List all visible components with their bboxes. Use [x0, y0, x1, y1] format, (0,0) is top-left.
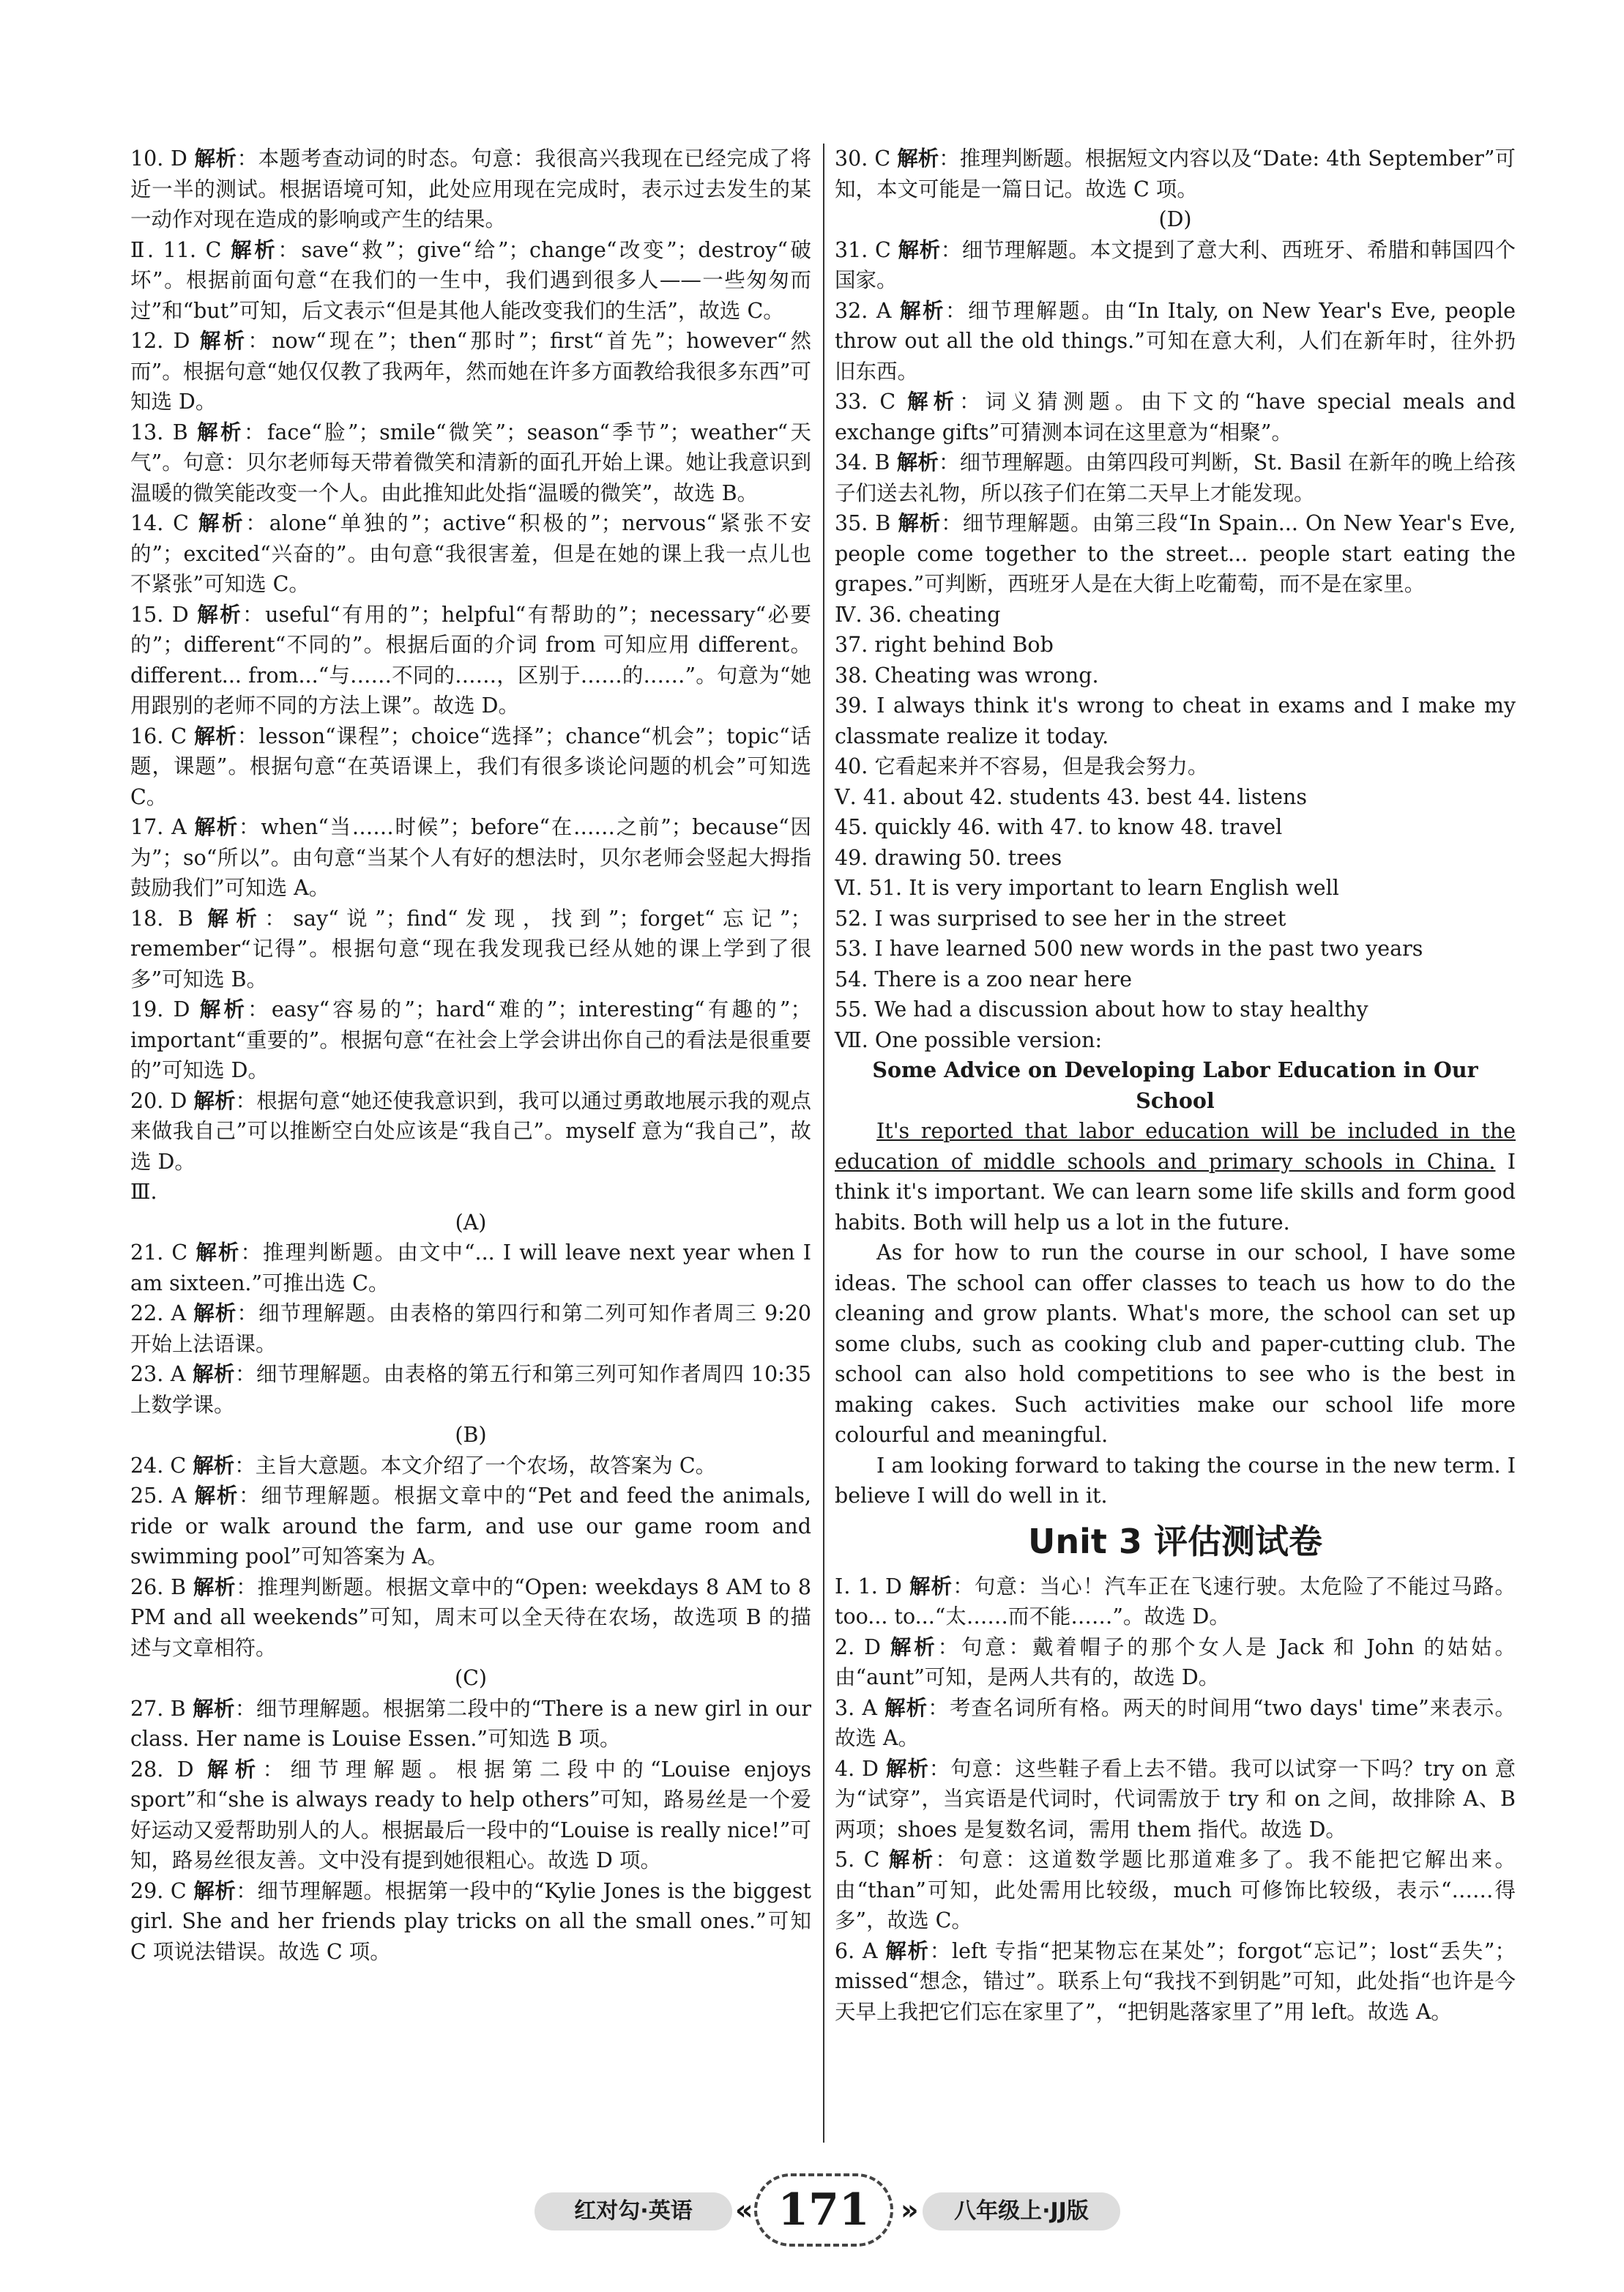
- answer-number: Ⅴ. 41.: [835, 784, 897, 809]
- answer-number: 49.: [835, 845, 868, 870]
- answer-item: [130, 1086, 811, 1177]
- analysis-label: 解析: [207, 906, 265, 931]
- analysis-label: 解析: [199, 997, 248, 1022]
- answer-item: [835, 843, 1516, 874]
- unit3-answers: [835, 1571, 1516, 2028]
- answer-number: 35. B: [835, 511, 891, 535]
- answer-number: Ⅳ. 36.: [835, 602, 902, 627]
- answer-item: [130, 508, 811, 600]
- section-label: (A): [455, 1210, 487, 1235]
- answer-number: 25. A: [130, 1484, 187, 1508]
- answer-item: [835, 1632, 1516, 1693]
- essay-p1-rest: I think it's important. We can learn some life skills and form good habits. Both will help us a lot in the future.: [835, 1149, 1516, 1235]
- analysis-label: 解析: [898, 237, 941, 262]
- answer-text: ：细节理解题。由第四段可判断，St. Basil 在新年的晚上给孩子们送去礼物，所以孩子们在第二天早上才能发现。: [835, 450, 1516, 505]
- footer: [513, 2169, 1128, 2250]
- answer-text: cheating: [908, 602, 1001, 627]
- answer-text: ：句意：这些鞋子看上去不错。我可以试穿一下吗？try on 意为“试穿”，当宾语是代词时，代词需放于 try 和 on 之间，故排除 A、B 两项；shoes 是复数名词，需用 them 指代。故选 D。: [835, 1756, 1516, 1842]
- answer-item: [130, 417, 811, 509]
- answer-text: Cheating was wrong.: [874, 663, 1099, 688]
- essay-paragraph-1: [835, 1116, 1516, 1238]
- answer-text: ：句意：这道数学题比那道难多了。我不能把它解出来。由“than”可知，此处需用比较级，much 可修饰比较级，表示“……得多”，故选 C。: [835, 1848, 1516, 1932]
- answer-text: ：face“脸”；smile“微笑”；season“季节”；weather“天气”。句意：贝尔老师每天带着微笑和清新的面孔开始上课。她让我意识到温暖的微笑能改变一个人。由此推知此处指“温暖的微笑”，故选 B。: [130, 420, 812, 505]
- analysis-label: 解析: [199, 329, 248, 353]
- section-label: (C): [454, 1666, 488, 1690]
- answer-item: [130, 721, 811, 813]
- analysis-label: 解析: [193, 1453, 235, 1478]
- answer-text: ：词义猜测题。由下文的“have special meals and exchange gifts”可猜测本词在这里意为“相聚”。: [835, 390, 1516, 444]
- left-arrow-icon: «: [735, 2194, 753, 2226]
- answer-text: I have learned 500 new words in the past two years: [874, 937, 1423, 961]
- analysis-label: 解析: [193, 1696, 235, 1721]
- answer-text: quickly 46. with 47. to know 48. travel: [874, 815, 1283, 839]
- answer-number: 5. C: [835, 1848, 880, 1872]
- answer-text: ：细节理解题。由“In Italy, on New Year's Eve, people throw out all the old things.”可知在意大利，人们在新年时，往外扔旧东西。: [835, 298, 1516, 384]
- answer-item: [835, 812, 1516, 843]
- analysis-label: 解析: [206, 1757, 263, 1782]
- answer-text: There is a zoo near here: [874, 967, 1133, 991]
- answer-item: [130, 326, 811, 417]
- answer-item: [835, 1571, 1516, 1632]
- answer-item: [835, 508, 1516, 600]
- answer-text: ：when“当……时候”；before“在……之前”；because“因为”；so“所以”。由句意“当某个人有好的想法时，贝尔老师会竖起大拇指鼓励我们”可知选 A。: [130, 815, 812, 900]
- essay-title: Some Advice on Developing Labor Education in Our School: [872, 1057, 1478, 1113]
- answer-text: ：alone“单独的”；active“积极的”；nervous“紧张不安的”；excited“兴奋的”。由句意“我很害羞，但是在她的课上我一点儿也不紧张”可知选 C。: [130, 511, 811, 596]
- answer-number: 6. A: [835, 1938, 878, 1963]
- answer-item: [835, 447, 1516, 508]
- answer-text: drawing 50. trees: [874, 845, 1062, 870]
- answer-item: [835, 387, 1516, 447]
- analysis-label: 解析: [231, 237, 278, 262]
- answer-item: [130, 144, 811, 235]
- answer-item: [835, 1693, 1516, 1754]
- essay: [835, 1055, 1516, 1511]
- analysis-label: 解析: [896, 450, 939, 475]
- answer-number: 13. B: [130, 420, 188, 444]
- answer-text: ：细节理解题。由表格的第五行和第三列可知作者周四 10:35 上数学课。: [130, 1362, 812, 1417]
- answer-number: 45.: [835, 815, 868, 839]
- analysis-label: 解析: [193, 1301, 237, 1325]
- unit-title: Unit 3 评估测试卷: [1028, 1521, 1322, 1561]
- answer-item: [835, 1845, 1516, 1936]
- analysis-label: 解析: [898, 511, 942, 535]
- answer-text: ：easy“容易的”；hard“难的”；interesting“有趣的”；important“重要的”。根据句意“在社会上学会讲出你自己的看法是很重要的”可知选 D。: [130, 997, 812, 1082]
- answer-item: [835, 630, 1516, 661]
- page-number: 171: [754, 2173, 893, 2247]
- answer-number: 53.: [835, 937, 868, 961]
- answer-text: ：细节理解题。根据第二段中的“There is a new girl in our class. Her name is Louise Essen.”可知选 B 项。: [130, 1696, 812, 1751]
- answer-text: 它看起来并不容易，但是我会努力。: [874, 754, 1209, 778]
- answer-number: Ⅱ. 11. C: [130, 237, 222, 262]
- answer-item: [130, 1481, 811, 1572]
- essay-paragraph-3: I am looking forward to taking the course in the new term. I believe I will do well in it.: [835, 1453, 1516, 1508]
- answer-number: 38.: [835, 663, 868, 688]
- answer-item: [835, 296, 1516, 387]
- answer-number: 12. D: [130, 329, 190, 353]
- answer-item: [835, 751, 1516, 782]
- answer-item: [130, 1238, 811, 1298]
- answer-text: ：细节理解题。根据第一段中的“Kylie Jones is the biggest girl. She and her friends play tricks on all the small ones.”可知 C 项说法错误。故选 C 项。: [130, 1878, 811, 1964]
- answer-text: right behind Bob: [874, 633, 1054, 657]
- answer-item: [130, 600, 811, 721]
- footer-book-label: 红对勾·英语: [534, 2192, 732, 2230]
- answer-item: [130, 812, 811, 904]
- answer-item: [835, 964, 1516, 995]
- answer-text: ：细节理解题。根据文章中的“Pet and feed the animals, ride or walk around the farm, and use our game room and swimming pool”可知答案为 A。: [130, 1484, 811, 1569]
- answer-text: ：细节理解题。根据第二段中的“Louise enjoys sport”和“she is always ready to help others”可知，路易丝是一个爱好运动又爱帮助别人的人。根据最后一段中的“Louise is really nice!”可知，路易丝很友善。文中没有提到她很粗心。故选 D 项。: [130, 1757, 811, 1872]
- answer-number: 16. C: [130, 723, 187, 748]
- answer-text: ：句意：当心！汽车正在飞速行驶。太危险了不能过马路。too... to...“太……而不能……”。故选 D。: [835, 1574, 1516, 1629]
- analysis-label: 解析: [907, 390, 960, 414]
- right-column: [835, 144, 1516, 2027]
- essay-underlined-sentence: It's reported that labor education will be included in the education of middle schools and primary schools in China.: [835, 1119, 1516, 1174]
- answer-item: [130, 1177, 811, 1208]
- answer-number: 14. C: [130, 511, 189, 535]
- answer-item: [835, 904, 1516, 934]
- answer-item: [835, 994, 1516, 1025]
- analysis-label: 解析: [194, 723, 237, 748]
- answer-text: ：考查名词所有格。两天的时间用“two days' time”来表示。故选 A。: [835, 1695, 1516, 1750]
- analysis-label: 解析: [909, 1574, 953, 1599]
- answer-number: Ⅰ. 1. D: [835, 1574, 902, 1599]
- answer-number: 28. D: [130, 1757, 194, 1782]
- answer-item: [130, 1572, 811, 1664]
- analysis-label: 解析: [194, 815, 239, 839]
- answer-item: [130, 994, 811, 1086]
- answer-number: 52.: [835, 906, 868, 931]
- section-label: (D): [1158, 207, 1192, 231]
- answer-item: [130, 1876, 811, 1968]
- analysis-label: 解析: [885, 1756, 929, 1781]
- answer-item: [130, 235, 811, 327]
- analysis-label: 解析: [198, 511, 246, 535]
- answer-item: [835, 873, 1516, 904]
- answer-text: ：推理判断题。根据文章中的“Open: weekdays 8 AM to 8 PM and all weekends”可知，周末可以全天待在农场，故选项 B 的描述与文章相符。: [130, 1574, 811, 1660]
- answer-number: 37.: [835, 633, 868, 657]
- answer-number: 27. B: [130, 1696, 186, 1721]
- answer-number: 21. C: [130, 1240, 188, 1265]
- analysis-label: 解析: [194, 146, 237, 171]
- answer-text: ：useful“有用的”；helpful“有帮助的”；necessary“必要的”；different“不同的”。根据后面的介词 from 可知应用 different。different... from...“与……不同的……，区别于……的……”。句意为“她用跟别的老师不同的方法上课”。故选 D。: [130, 602, 811, 718]
- analysis-label: 解析: [900, 298, 946, 323]
- answer-text: ：细节理解题。由第三段“In Spain... On New Year's Eve, people come together to the street... people start eating the grapes.”可判断，西班牙人是在大街上吃葡萄，而不是在家里。: [835, 511, 1516, 596]
- answer-item: [835, 1936, 1516, 2028]
- answer-text: I was surprised to see her in the street: [874, 906, 1286, 931]
- analysis-label: 解析: [890, 1634, 938, 1659]
- answer-number: 22. A: [130, 1301, 187, 1325]
- answer-item: [835, 1025, 1516, 1056]
- answer-number: 30. C: [835, 146, 891, 171]
- answer-item: [130, 1755, 811, 1876]
- answer-item: [835, 144, 1516, 204]
- answer-number: 15. D: [130, 602, 189, 627]
- answer-item: [835, 600, 1516, 630]
- answer-number: 10. D: [130, 146, 187, 171]
- answer-number: Ⅲ.: [130, 1180, 157, 1204]
- analysis-label: 解析: [193, 1878, 236, 1903]
- answer-text: ：根据句意“她还使我意识到，我可以通过勇敢地展示我的观点来做我自己”可以推断空白处应该是“我自己”。myself 意为“我自己”，故选 D。: [130, 1088, 812, 1174]
- analysis-label: 解析: [194, 1484, 239, 1508]
- answer-text: ：细节理解题。本文提到了意大利、西班牙、希腊和韩国四个国家。: [835, 237, 1516, 292]
- analysis-label: 解析: [884, 1695, 928, 1720]
- answer-number: 26. B: [130, 1574, 187, 1599]
- answer-text: ：主旨大意题。本文介绍了一个农场，故答案为 C。: [234, 1453, 717, 1478]
- answer-text: ：推理判断题。根据短文内容以及“Date: 4th September”可知，本文可能是一篇日记。故选 C 项。: [835, 146, 1516, 201]
- answer-text: ：now“现在”；then“那时”；first“首先”；however“然而”。根据句意“她仅仅教了我两年，然而她在许多方面教给我很多东西”可知选 D。: [130, 329, 811, 414]
- answer-text: ：lesson“课程”；choice“选择”；chance“机会”；topic“话题，课题”。根据句意“在英语课上，我们有很多谈论问题的机会”可知选 C。: [130, 723, 811, 809]
- answers-right: [835, 144, 1516, 1055]
- answer-item: [835, 1754, 1516, 1845]
- analysis-label: 解析: [193, 1574, 236, 1599]
- answer-text: about 42. students 43. best 44. listens: [903, 784, 1307, 809]
- answer-item: [835, 934, 1516, 964]
- answer-text: One possible version:: [874, 1027, 1103, 1052]
- answer-number: 33. C: [835, 390, 896, 414]
- answer-item: [835, 782, 1516, 813]
- left-column: [130, 144, 811, 1967]
- answer-number: 29. C: [130, 1878, 187, 1903]
- answer-number: 3. A: [835, 1695, 877, 1720]
- answer-item: [835, 691, 1516, 751]
- answer-item: [130, 1298, 811, 1359]
- answer-text: ：细节理解题。由表格的第四行和第二列可知作者周三 9:20 开始上法语课。: [130, 1301, 812, 1356]
- right-arrow-icon: »: [901, 2194, 919, 2226]
- analysis-label: 解析: [197, 602, 243, 627]
- analysis-label: 解析: [897, 146, 939, 171]
- answer-item: [130, 1694, 811, 1755]
- answer-number: 32. A: [835, 298, 892, 323]
- answer-text: ：save“救”；give“给”；change“改变”；destroy“破坏”。根据前面句意“在我们的一生中，我们遇到很多人——一些匆匆而过”和“but”可知，后文表示“但是其他人能改变我们的生活”，故选 C。: [130, 237, 811, 323]
- answer-item: [835, 661, 1516, 691]
- answer-number: 40.: [835, 754, 868, 778]
- answer-number: 55.: [835, 997, 868, 1022]
- answer-number: 19. D: [130, 997, 190, 1022]
- answer-number: 34. B: [835, 450, 890, 475]
- answer-text: I always think it's wrong to cheat in exams and I make my classmate realize it today.: [835, 693, 1516, 748]
- answer-number: 20. D: [130, 1088, 187, 1113]
- footer-grade-label: 八年级上·JJ版: [923, 2192, 1120, 2230]
- analysis-label: 解析: [888, 1848, 936, 1872]
- answer-item: [835, 235, 1516, 296]
- answer-number: 2. D: [835, 1634, 881, 1659]
- answer-number: 31. C: [835, 237, 891, 262]
- answer-text: We had a discussion about how to stay healthy: [874, 997, 1368, 1022]
- answer-item: [130, 904, 811, 995]
- answer-number: Ⅶ.: [835, 1027, 868, 1052]
- analysis-label: 解析: [193, 1088, 236, 1113]
- answer-number: 24. C: [130, 1453, 187, 1478]
- analysis-label: 解析: [193, 1362, 235, 1386]
- answer-number: Ⅵ. 51.: [835, 876, 903, 900]
- answer-text: ：say“说”；find“发现，找到”；forget“忘记”；remember“记得”。根据句意“现在我发现我已经从她的课上学到了很多”可知选 B。: [130, 906, 811, 991]
- analysis-label: 解析: [197, 420, 244, 444]
- column-divider: [823, 144, 824, 2143]
- answer-text: ：left 专指“把某物忘在某处”；forgot“忘记”；lost“丢失”；missed“想念，错过”。联系上句“我找不到钥匙”可知，此处指“也许是今天早上我把它们忘在家里了”，“把钥匙落家里了”用 left。故选 A。: [835, 1938, 1516, 2024]
- answer-item: [130, 1451, 811, 1481]
- answer-number: 17. A: [130, 815, 187, 839]
- answer-number: 4. D: [835, 1756, 879, 1781]
- analysis-label: 解析: [195, 1240, 241, 1265]
- answer-text: ：本题考查动词的时态。句意：我很高兴我现在已经完成了将近一半的测试。根据语境可知，此处应用现在完成时，表示过去发生的某一动作对现在造成的影响或产生的结果。: [130, 146, 811, 231]
- answer-text: ：句意：戴着帽子的那个女人是 Jack 和 John 的姑姑。由“aunt”可知，是两人共有的，故选 D。: [835, 1634, 1516, 1689]
- analysis-label: 解析: [885, 1938, 930, 1963]
- answer-item: [130, 1359, 811, 1420]
- answer-number: 23. A: [130, 1362, 186, 1386]
- essay-paragraph-2: As for how to run the course in our school, I have some ideas. The school can offer classes to teach us how to do the cleaning and grow plants. What's more, the school can set up some clubs, such as cooking club and paper-cutting club. The school can also hold competitions to see who is the best in making cakes. Such activities make our school life more colourful and meaningful.: [835, 1240, 1516, 1447]
- answer-number: 54.: [835, 967, 868, 991]
- answer-number: 39.: [835, 693, 868, 718]
- section-label: (B): [455, 1423, 487, 1447]
- answer-text: It is very important to learn English well: [909, 876, 1339, 900]
- answer-text: ：推理判断题。由文中“... I will leave next year when I am sixteen.”可推出选 C。: [130, 1240, 811, 1295]
- answer-number: 18. B: [130, 906, 193, 931]
